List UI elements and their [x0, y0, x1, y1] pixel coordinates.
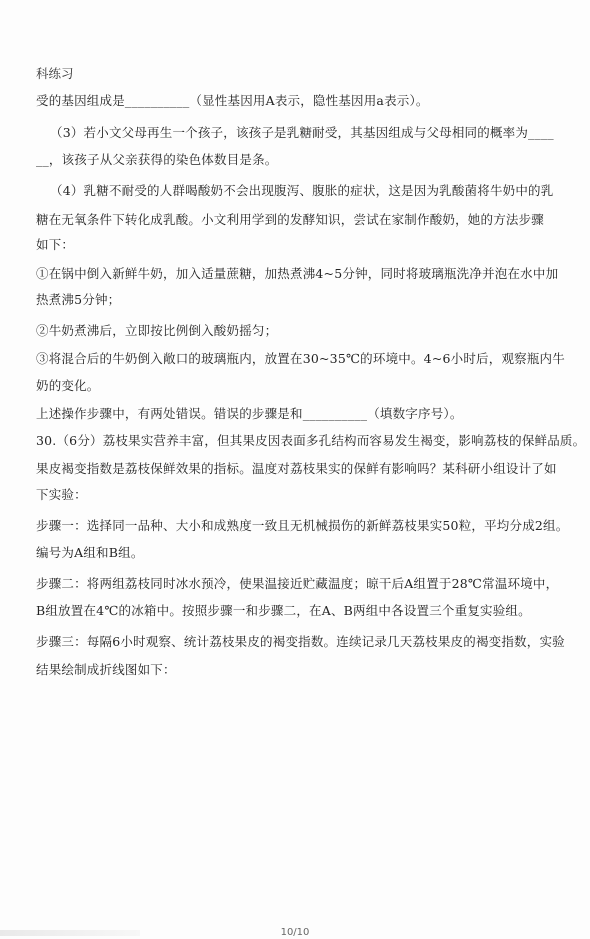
text-line: 步骤三：每隔6小时观察、统计荔枝果皮的褐变指数。连续记录几天荔枝果皮的褐变指数，实验	[36, 634, 565, 649]
text-line: 30.（6分）荔枝果实营养丰富，但其果皮因表面多孔结构而容易发生褐变，影响荔枝的保鲜品质。	[36, 433, 586, 448]
text-line: 果皮褐变指数是荔枝保鲜效果的指标。温度对荔枝果实的保鲜有影响吗？某科研小组设计了如	[36, 461, 557, 476]
text-line: 编号为A组和B组。	[36, 545, 144, 560]
text-line: 下实验：	[36, 487, 87, 502]
page-number: 10/10	[280, 927, 310, 938]
text-line: ③将混合后的牛奶倒入敞口的玻璃瓶内，放置在30~35℃的环境中。4~6小时后，观察瓶内牛	[36, 351, 565, 366]
text-line: （3）若小文父母再生一个孩子，该孩子是乳糖耐受，其基因组成与父母相同的概率为____	[50, 125, 554, 140]
text-line: __，该孩子从父亲获得的染色体数目是条。	[36, 152, 278, 167]
text-line: 结果绘制成折线图如下：	[36, 662, 176, 677]
text-line: B组放置在4℃的冰箱中。按照步骤一和步骤二，在A、B两组中各设置三个重复实验组。	[36, 603, 531, 618]
text-line: 如下：	[36, 237, 75, 252]
text-line: （4）乳糖不耐受的人群喝酸奶不会出现腹泻、腹胀的症状，这是因为乳酸菌将牛奶中的乳	[50, 183, 554, 198]
text-line: ①在锅中倒入新鲜牛奶，加入适量蔗糖，加热煮沸4~5分钟，同时将玻璃瓶洗净并泡在水中加	[36, 266, 559, 281]
text-line: 步骤一：选择同一品种、大小和成熟度一致且无机械损伤的新鲜荔枝果实50粒，平均分成2组。	[36, 518, 569, 533]
text-line: 糖在无氧条件下转化成乳酸。小文利用学到的发酵知识，尝试在家制作酸奶，她的方法步骤	[36, 212, 545, 227]
text-line: 步骤二：将两组荔枝同时冰水预冷，使果温接近贮藏温度；晾干后A组置于28℃常温环境中，	[36, 576, 559, 591]
page-header: 科练习	[36, 66, 74, 81]
text-line: 受的基因组成是__________（显性基因用A表示，隐性基因用a表示）。	[36, 93, 429, 108]
text-line: 奶的变化。	[36, 378, 100, 393]
text-line: ②牛奶煮沸后，立即按比例倒入酸奶摇匀；	[36, 323, 278, 338]
text-line: 上述操作步骤中，有两处错误。错误的步骤是和__________（填数字序号）。	[36, 406, 463, 421]
text-line: 热煮沸5分钟；	[36, 292, 121, 307]
